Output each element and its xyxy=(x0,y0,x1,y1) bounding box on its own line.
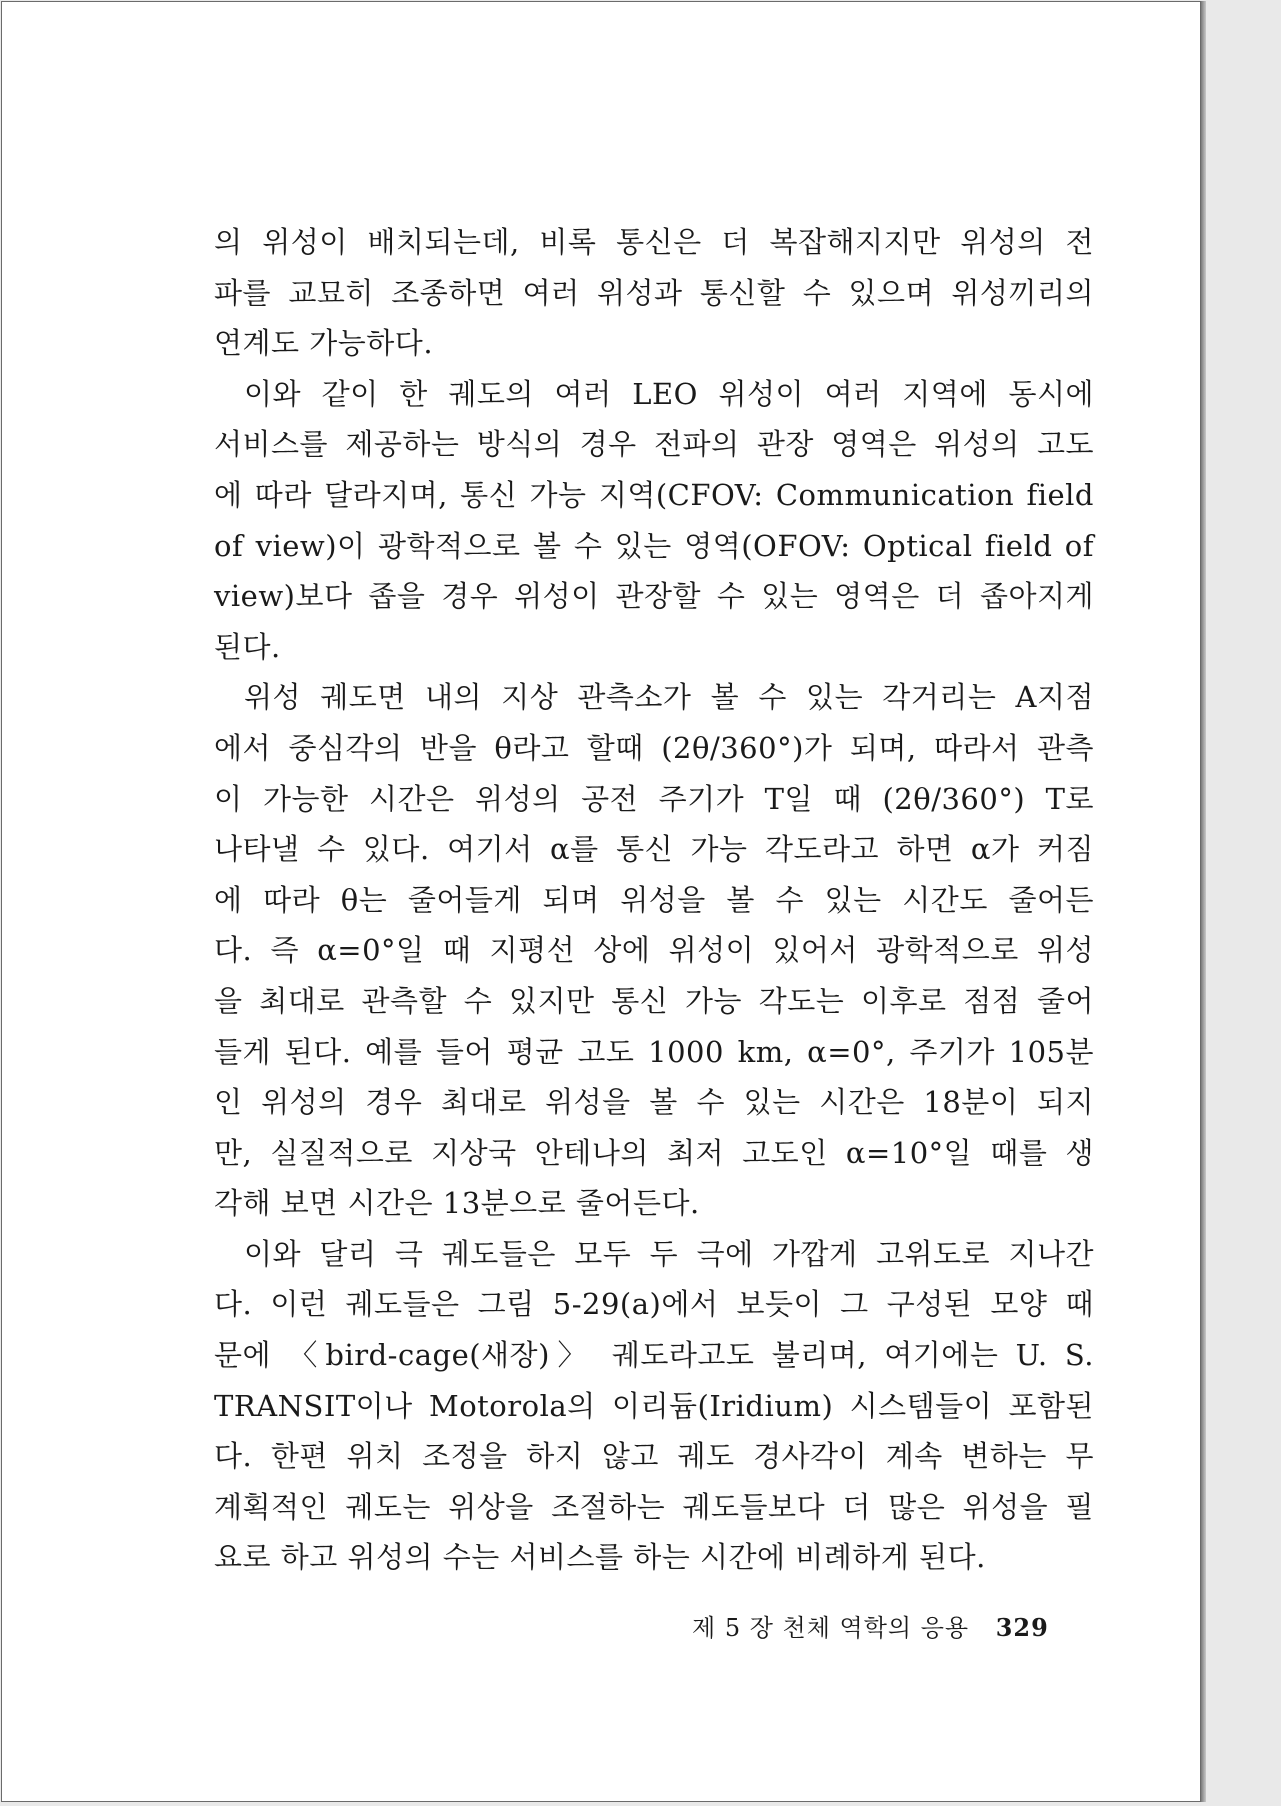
text-line: 연계도 가능하다. xyxy=(214,326,434,361)
text-line: 계획적인 궤도는 위상을 조절하는 궤도들보다 더 많은 위성을 필 xyxy=(214,1489,1094,1524)
text-line: 만, 실질적으로 지상국 안테나의 최저 고도인 α=10°일 때를 생 xyxy=(214,1135,1094,1170)
page-edge-shadow xyxy=(1201,1,1206,1802)
text-line: TRANSIT이나 Motorola의 이리듐(Iridium) 시스템들이 포함된 xyxy=(214,1388,1094,1423)
text-line: 요로 하고 위성의 수는 서비스를 하는 시간에 비례하게 된다. xyxy=(214,1540,986,1575)
text-line: 이 가능한 시간은 위성의 공전 주기가 T일 때 (2θ/360°) T로 xyxy=(214,781,1094,816)
text-line: 다. 한편 위치 조정을 하지 않고 궤도 경사각이 계속 변하는 무 xyxy=(214,1439,1094,1474)
text-line: 에 따라 θ는 줄어들게 되며 위성을 볼 수 있는 시간도 줄어든 xyxy=(214,882,1094,917)
text-line: 각해 보면 시간은 13분으로 줄어든다. xyxy=(214,1186,700,1221)
text-line: 된다. xyxy=(214,629,281,664)
text-line: 을 최대로 관측할 수 있지만 통신 가능 각도는 이후로 점점 줄어 xyxy=(214,983,1094,1018)
text-line: view)보다 좁을 경우 위성이 관장할 수 있는 영역은 더 좁아지게 xyxy=(214,579,1094,614)
body-text xyxy=(214,217,1094,1583)
text-line: 문에 〈bird-cage(새장)〉 궤도라고도 불리며, 여기에는 U. S. xyxy=(214,1338,1094,1373)
text-line: 위성 궤도면 내의 지상 관측소가 볼 수 있는 각거리는 A지점 xyxy=(244,680,1094,715)
text-line: 이와 달리 극 궤도들은 모두 두 극에 가깝게 고위도로 지나간 xyxy=(244,1236,1094,1271)
text-line: 나타낼 수 있다. 여기서 α를 통신 가능 각도라고 하면 α가 커짐 xyxy=(214,832,1094,867)
page-number: 329 xyxy=(995,1613,1049,1642)
text-line: 이와 같이 한 궤도의 여러 LEO 위성이 여러 지역에 동시에 xyxy=(244,376,1094,411)
text-line: 의 위성이 배치되는데, 비록 통신은 더 복잡해지지만 위성의 전 xyxy=(214,225,1094,259)
book-page xyxy=(1,1,1201,1802)
chapter-title: 제 5 장 천체 역학의 응용 xyxy=(692,1614,970,1642)
text-line: 서비스를 제공하는 방식의 경우 전파의 관장 영역은 위성의 고도 xyxy=(214,427,1094,462)
text-line: 다. 즉 α=0°일 때 지평선 상에 위성이 있어서 광학적으로 위성 xyxy=(214,933,1094,968)
page-footer xyxy=(692,1608,1049,1643)
text-line: 에 따라 달라지며, 통신 가능 지역(CFOV: Communication field xyxy=(214,477,1094,512)
text-line: 들게 된다. 예를 들어 평균 고도 1000 km, α=0°, 주기가 105분 xyxy=(214,1034,1094,1069)
text-line: 파를 교묘히 조종하면 여러 위성과 통신할 수 있으며 위성끼리의 xyxy=(214,275,1094,310)
text-line: 다. 이런 궤도들은 그림 5-29(a)에서 보듯이 그 구성된 모양 때 xyxy=(214,1287,1094,1322)
text-line: 인 위성의 경우 최대로 위성을 볼 수 있는 시간은 18분이 되지 xyxy=(214,1085,1094,1120)
text-line: of view)이 광학적으로 볼 수 있는 영역(OFOV: Optical field of xyxy=(214,528,1094,563)
text-line: 에서 중심각의 반을 θ라고 할때 (2θ/360°)가 되며, 따라서 관측 xyxy=(214,730,1094,765)
